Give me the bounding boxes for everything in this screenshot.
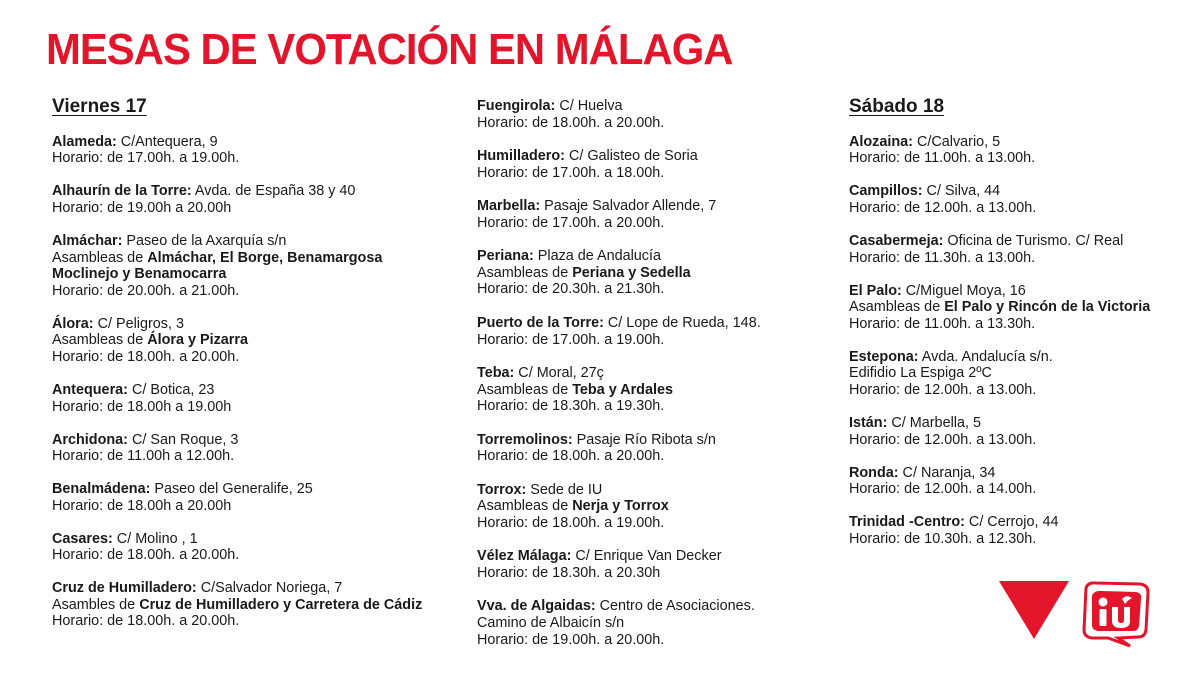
venue-hours: Horario: de 18.00h. a 20.00h. xyxy=(477,114,665,131)
assemblies-line xyxy=(52,597,422,614)
venue-entry xyxy=(52,432,422,465)
venue-address: C/Antequera, 9 xyxy=(116,133,218,150)
assemblies-names: Cruz de Humilladero y Carretera de Cádiz xyxy=(139,596,423,613)
venue-address: Pasaje Río Ribota s/n xyxy=(572,431,716,448)
venue-entry xyxy=(849,233,1200,266)
venue-name: Alhaurín de la Torre: xyxy=(52,183,192,200)
venue-address: Sede de IU xyxy=(526,481,603,498)
venue-address: C/ Botica, 23 xyxy=(127,381,215,398)
venue-name: Almáchar: xyxy=(52,233,123,249)
venue-line xyxy=(52,183,422,200)
venue-hours: Horario: de 19.00h a 20.00h xyxy=(52,200,232,217)
assemblies-line xyxy=(52,250,422,267)
venue-hours: Horario: de 19.00h. a 20.00h. xyxy=(477,631,665,648)
venue-name: Benalmádena: xyxy=(52,481,151,498)
venue-entry xyxy=(52,316,422,366)
venue-address: C/ San Roque, 3 xyxy=(127,431,239,448)
venue-address: Centro de Asociaciones. xyxy=(595,598,755,615)
venue-entry xyxy=(52,382,422,415)
assemblies-prefix: Asambleas de xyxy=(477,498,573,515)
assemblies-prefix: Asambleas de xyxy=(477,264,573,281)
venue-address-extra: Camino de Albaicín s/n xyxy=(477,615,625,632)
venue-hours: Horario: de 12.00h. a 13.00h. xyxy=(849,431,1037,448)
venue-address: Paseo de la Axarquía s/n xyxy=(122,233,287,249)
venue-hours: Horario: de 11.00h. a 13.00h. xyxy=(849,150,1036,167)
venue-hours: Horario: de 12.00h. a 13.00h. xyxy=(849,200,1037,217)
venue-name: Casares: xyxy=(52,530,113,547)
venue-entry xyxy=(52,481,422,514)
venue-hours: Horario: de 17.00h. a 18.00h. xyxy=(477,164,665,181)
assemblies-prefix: Asambleas de xyxy=(849,299,945,316)
assemblies-prefix: Asambleas de xyxy=(477,381,573,398)
column-friday xyxy=(52,96,422,646)
venue-hours: Horario: de 12.00h. a 14.00h. xyxy=(849,481,1037,498)
venue-hours: Horario: de 11.30h. a 13.00h. xyxy=(849,249,1036,266)
venue-hours: Horario: de 11.00h. a 13.30h. xyxy=(849,315,1036,332)
venue-address: C/ Marbella, 5 xyxy=(887,414,981,431)
venue-line xyxy=(477,315,847,332)
venue-name: Torrox: xyxy=(477,481,527,498)
assemblies-names: Periana y Sedella xyxy=(572,264,691,281)
venue-address: C/ Lope de Rueda, 148. xyxy=(603,314,761,331)
venue-line xyxy=(477,548,847,565)
venue-address: Avda. Andalucía s/n. xyxy=(918,348,1053,365)
venue-name: Estepona: xyxy=(849,348,919,365)
venue-entry xyxy=(849,415,1200,448)
venue-hours: Horario: de 18.00h. a 20.00h. xyxy=(52,348,240,365)
column-middle xyxy=(477,98,847,665)
venue-entry xyxy=(477,148,847,181)
venue-hours: Horario: de 18.00h. a 20.00h. xyxy=(52,547,240,564)
venue-line xyxy=(849,465,1200,482)
venue-address: C/ Cerrojo, 44 xyxy=(964,514,1059,531)
venue-entry xyxy=(849,183,1200,216)
venue-line xyxy=(52,580,422,597)
venue-line xyxy=(52,382,422,399)
venue-name: Fuengirola: xyxy=(477,98,556,114)
venue-line xyxy=(52,233,422,250)
venue-address: C/ Huelva xyxy=(555,98,623,114)
assemblies-line xyxy=(477,265,847,282)
venue-hours: Horario: de 17.00h. a 19.00h. xyxy=(52,150,240,167)
venue-address: Paseo del Generalife, 25 xyxy=(150,481,313,498)
venue-hours: Horario: de 17.00h. a 20.00h. xyxy=(477,214,665,231)
venue-hours: Horario: de 18.30h. a 20.30h xyxy=(477,565,661,581)
venue-line xyxy=(849,233,1200,250)
venue-hours: Horario: de 18.00h. a 20.00h. xyxy=(477,448,665,465)
venue-name: Humilladero: xyxy=(477,148,565,165)
venue-address: Oficina de Turismo. C/ Real xyxy=(943,233,1124,249)
venue-hours: Horario: de 18.00h. a 20.00h. xyxy=(52,613,240,630)
venue-address: C/ Molino , 1 xyxy=(112,530,198,547)
venue-name: El Palo: xyxy=(849,282,902,299)
venue-entry xyxy=(477,365,847,415)
venue-hours: Horario: de 12.00h. a 13.00h. xyxy=(849,381,1037,398)
venue-entry xyxy=(477,98,847,131)
venue-entry xyxy=(849,514,1200,547)
venue-address: C/ Moral, 27ç xyxy=(514,364,604,381)
entries-list-friday xyxy=(52,134,422,630)
assemblies-line xyxy=(849,299,1200,316)
venue-hours: Horario: de 18.00h. a 19.00h. xyxy=(477,514,665,531)
venue-name: Trinidad -Centro: xyxy=(849,514,965,531)
venue-address: C/Salvador Noriega, 7 xyxy=(196,580,343,597)
venue-entry xyxy=(477,598,847,648)
venue-entry xyxy=(52,134,422,167)
venue-line xyxy=(849,183,1200,200)
assemblies-line xyxy=(52,332,422,349)
assemblies-prefix: Asambles de xyxy=(52,596,140,613)
venue-address: C/ Naranja, 34 xyxy=(898,464,996,481)
entries-list-saturday xyxy=(849,134,1200,547)
venue-line xyxy=(849,514,1200,531)
venue-entry xyxy=(849,349,1200,399)
venue-name: Cruz de Humilladero: xyxy=(52,580,197,597)
venue-entry xyxy=(477,248,847,298)
venue-name: Archidona: xyxy=(52,431,128,448)
venue-entry xyxy=(477,315,847,348)
assemblies-names: El Palo y Rincón de la Victoria xyxy=(944,299,1151,316)
venue-name: Alameda: xyxy=(52,133,117,150)
venue-name: Torremolinos: xyxy=(477,431,573,448)
venue-hours: Horario: de 18.00h a 20.00h xyxy=(52,497,232,514)
assemblies-line xyxy=(477,498,847,515)
venue-entry xyxy=(477,482,847,532)
venue-name: Antequera: xyxy=(52,381,128,398)
venue-line xyxy=(477,482,847,499)
venue-address: C/ Silva, 44 xyxy=(922,183,1001,200)
venue-address-extra: Edifidio La Espiga 2ºC xyxy=(849,365,992,382)
venue-line xyxy=(477,148,847,165)
venue-name: Periana: xyxy=(477,248,534,265)
venue-line xyxy=(52,481,422,498)
venue-entry xyxy=(52,233,422,299)
venue-name: Vva. de Algaidas: xyxy=(477,598,596,615)
venue-entry xyxy=(849,283,1200,333)
assemblies-names: Álora y Pizarra xyxy=(147,332,248,349)
venue-line xyxy=(849,134,1200,151)
venue-hours: Horario: de 17.00h. a 19.00h. xyxy=(477,331,665,348)
venue-name: Marbella: xyxy=(477,198,541,215)
venue-entry xyxy=(52,531,422,564)
venue-name: Alozaina: xyxy=(849,133,913,150)
venue-hours: Horario: de 18.00h a 19.00h xyxy=(52,398,232,415)
venue-entry xyxy=(849,465,1200,498)
venue-entry xyxy=(477,432,847,465)
venue-address: Avda. de España 38 y 40 xyxy=(191,183,356,200)
venue-line xyxy=(52,432,422,449)
venue-line xyxy=(477,98,847,115)
assemblies-names: Nerja y Torrox xyxy=(572,498,669,515)
venue-address: C/Miguel Moya, 16 xyxy=(901,282,1026,299)
venue-hours: Horario: de 10.30h. a 12.30h. xyxy=(849,530,1037,547)
venue-line xyxy=(52,316,422,333)
venue-line xyxy=(52,134,422,151)
venue-hours: Horario: de 20.00h. a 21.00h. xyxy=(52,282,240,299)
venue-entry xyxy=(52,580,422,630)
column-saturday xyxy=(849,96,1200,564)
red-triangle-logo xyxy=(997,579,1071,641)
assemblies-prefix: Asambleas de xyxy=(52,249,148,266)
venue-address: C/Calvario, 5 xyxy=(912,133,1001,150)
venue-line xyxy=(477,365,847,382)
assemblies-line xyxy=(477,382,847,399)
venue-line xyxy=(52,531,422,548)
venue-line xyxy=(477,248,847,265)
venue-address: C/ Galisteo de Soria xyxy=(564,148,698,165)
venue-hours: Horario: de 11.00h a 12.00h. xyxy=(52,448,235,465)
assemblies-prefix: Asambleas de xyxy=(52,332,148,349)
iu-logo xyxy=(1078,578,1153,648)
venue-name: Casabermeja: xyxy=(849,233,944,249)
page-title: MESAS DE VOTACIÓN EN MÁLAGA xyxy=(46,25,733,74)
venue-line xyxy=(849,283,1200,300)
venue-hours: Horario: de 18.30h. a 19.30h. xyxy=(477,398,665,415)
venue-name: Vélez Málaga: xyxy=(477,548,572,565)
day-heading-saturday: Sábado 18 xyxy=(849,96,945,117)
venue-entry xyxy=(52,183,422,216)
venue-address: Pasaje Salvador Allende, 7 xyxy=(540,198,717,215)
venue-address: C/ Enrique Van Decker xyxy=(571,548,722,565)
day-heading-friday: Viernes 17 xyxy=(52,96,147,117)
assemblies-names: Almáchar, El Borge, Benamargosa xyxy=(147,249,383,266)
venue-line xyxy=(849,415,1200,432)
venue-name: Puerto de la Torre: xyxy=(477,314,604,331)
venue-address: C/ Peligros, 3 xyxy=(93,315,184,332)
venue-entry xyxy=(477,198,847,231)
venue-hours: Horario: de 20.30h. a 21.30h. xyxy=(477,281,665,298)
venue-line xyxy=(477,198,847,215)
venue-name: Ronda: xyxy=(849,464,899,481)
venue-entry xyxy=(477,548,847,581)
assemblies-names: Teba y Ardales xyxy=(572,381,673,398)
venue-entry xyxy=(849,134,1200,167)
assemblies-names-2: Moclinejo y Benamocarra xyxy=(52,266,227,283)
venue-name: Istán: xyxy=(849,414,888,431)
venue-address: Plaza de Andalucía xyxy=(533,248,662,265)
venue-name: Campillos: xyxy=(849,183,923,200)
assemblies-line-2 xyxy=(52,266,422,283)
venue-line xyxy=(477,598,847,615)
venue-name: Teba: xyxy=(477,364,515,381)
venue-line xyxy=(849,349,1200,366)
venue-name: Álora: xyxy=(52,315,94,332)
entries-list-middle xyxy=(477,98,847,648)
venue-line xyxy=(477,432,847,449)
